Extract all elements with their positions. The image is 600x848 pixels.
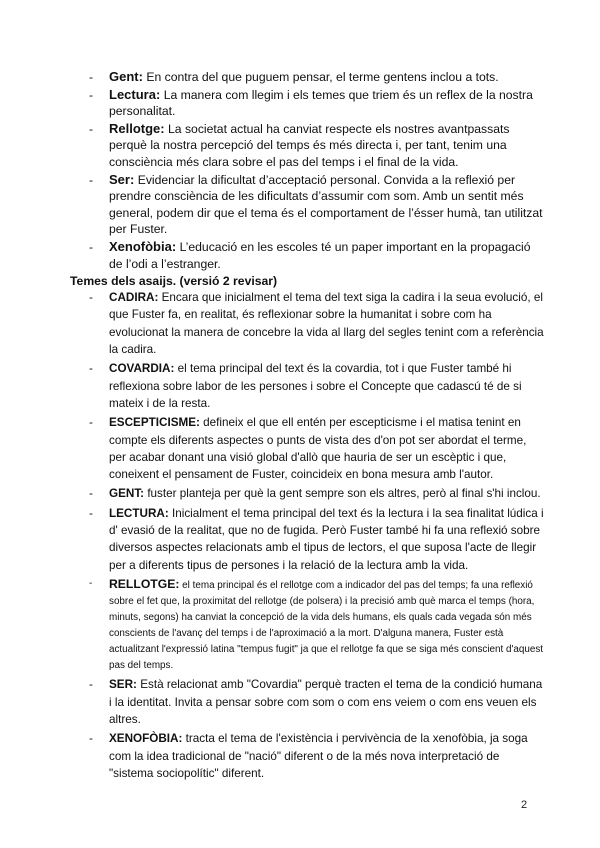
bullet-dash: - <box>89 577 93 589</box>
themes-list-v1 <box>70 69 545 272</box>
item-term: LECTURA: <box>109 506 169 520</box>
item-text: L’educació en les escoles té un paper important en la propagació de l’odi a l’estranger. <box>109 239 531 271</box>
item-text: fuster planteja per què la gent sempre son els altres, però al final s'hi inclou. <box>147 487 541 501</box>
item-term: SER: <box>109 678 137 692</box>
item-text: el tema principal del text és la covardia, tot i que Fuster també hi reflexiona sobre labor de les persones i sobre el Concepte que cadascú té de si mateix i de la resta. <box>109 362 522 410</box>
item-term: ESCEPTICISME: <box>109 416 200 430</box>
bullet-dash: - <box>89 87 94 102</box>
list-item <box>70 505 545 574</box>
bullet-dash: - <box>89 291 93 305</box>
section-title: Temes dels asaijs. (versió 2 revisar) <box>70 274 278 289</box>
list-item <box>70 676 545 728</box>
list-item <box>70 414 545 483</box>
item-text: el tema principal és el rellotge com a indicador del pas del temps; fa una reflexió sobre el fet que, la proximitat del rellotge (de polsera) i la precisió amb què marca el temps (hora, minuts, segons) ha canviat la concepció de la vida dels humans, els quals cada vegada són més conscients de l'avanç del temps i de l'aproximació a la mort. D'alguna manera, Fuster està actualitzant l'expressió latina "tempus fugit" ja que el rellotge fa que se siga més conscient d'aquest pas del temps. <box>109 579 544 672</box>
item-term: Xenofòbia: <box>109 238 177 254</box>
item-term: XENOFÒBIA: <box>109 732 183 746</box>
themes-list-v2 <box>70 289 545 782</box>
item-text: La societat actual ha canviat respecte els nostres avantpassats perquè la nostra percepció del temps és més directa i, per tant, tenim una consciència més clara sobre el pas del temps i el final de la vida. <box>109 121 510 169</box>
list-item <box>70 360 545 412</box>
list-item <box>70 69 545 86</box>
bullet-dash: - <box>89 70 94 84</box>
item-text: La manera com llegim i els temes que triem és un reflex de la nostra personalitat. <box>109 87 533 119</box>
item-text: Inicialment el tema principal del text és la lectura i la sea finalitat lúdica i d' evasió de la realitat, que no de fugida. Però Fuster també hi fa una reflexió sobre diversos aspectes relacionats amb el tipus de lectors, el que suposa l'acte de llegir per a diferents tipus de persones i la relació de la lectura amb la vida. <box>109 506 544 572</box>
bullet-dash: - <box>89 121 94 136</box>
page-number: 2 <box>521 799 528 811</box>
item-text: En contra del que puguem pensar, el terme gentens inclou a tots. <box>146 70 499 84</box>
list-item <box>70 289 545 358</box>
bullet-dash: - <box>89 416 93 430</box>
bullet-dash: - <box>89 172 94 187</box>
item-term: CADIRA: <box>109 291 159 305</box>
bullet-dash: - <box>89 362 93 376</box>
item-text: defineix el que ell entén per escepticisme i el matisa tenint en compte els diferents aspectes o punts de vista des d'on pot ser abordat el terme, per acabar donant una visió global d'allò que hauria de ser un escèptic i que, coneixent el pensament de Fuster, coincideix en bona mesura amb l'autor. <box>109 416 527 482</box>
bullet-dash: - <box>89 732 93 746</box>
list-item <box>70 172 545 238</box>
item-term: COVARDIA: <box>109 362 175 376</box>
bullet-dash: - <box>89 678 93 692</box>
item-term: Rellotge: <box>109 120 165 136</box>
item-text: Encara que inicialment el tema del text siga la cadira i la seua evolució, el que Fuster fa, en realitat, és reflexionar sobre la humanitat i sobre com ha evolucionat la manera de concebre la vida al llarg del segles tenint com a referència la cadira. <box>109 291 544 357</box>
bullet-dash: - <box>89 487 93 501</box>
item-text: Està relacionat amb "Covardia" perquè tracten el tema de la condició humana i la identitat. Invita a pensar sobre com som o com ens veiem o com ens veuen els altres. <box>109 678 543 727</box>
page-content <box>70 69 545 784</box>
bullet-dash: - <box>89 239 94 254</box>
list-item <box>70 239 545 272</box>
item-term: Lectura: <box>109 86 161 102</box>
bullet-dash: - <box>89 506 93 520</box>
item-term: GENT: <box>109 487 145 501</box>
list-item <box>70 576 545 675</box>
item-term: Gent: <box>109 69 143 84</box>
item-text: Evidenciar la dificultat d’acceptació personal. Convida a la reflexió per prendre consciència de les dificultats d’assumir com som. Amb un sentit més general, podem dir que el tema és el comportament de l’ésser humà, tan utilitzat per Fuster. <box>109 172 543 237</box>
list-item <box>70 87 545 120</box>
list-item <box>70 121 545 171</box>
list-item <box>70 730 545 782</box>
item-term: Ser: <box>109 171 135 187</box>
list-item <box>70 485 545 502</box>
item-term: RELLOTGE: <box>109 576 180 591</box>
item-text: tracta el tema de l'existència i pervivència de la xenofòbia, ja soga com la idea tradicional de "nació" diferent o de la més nova interpretació de "sistema sociopolític" diferent. <box>109 732 528 780</box>
